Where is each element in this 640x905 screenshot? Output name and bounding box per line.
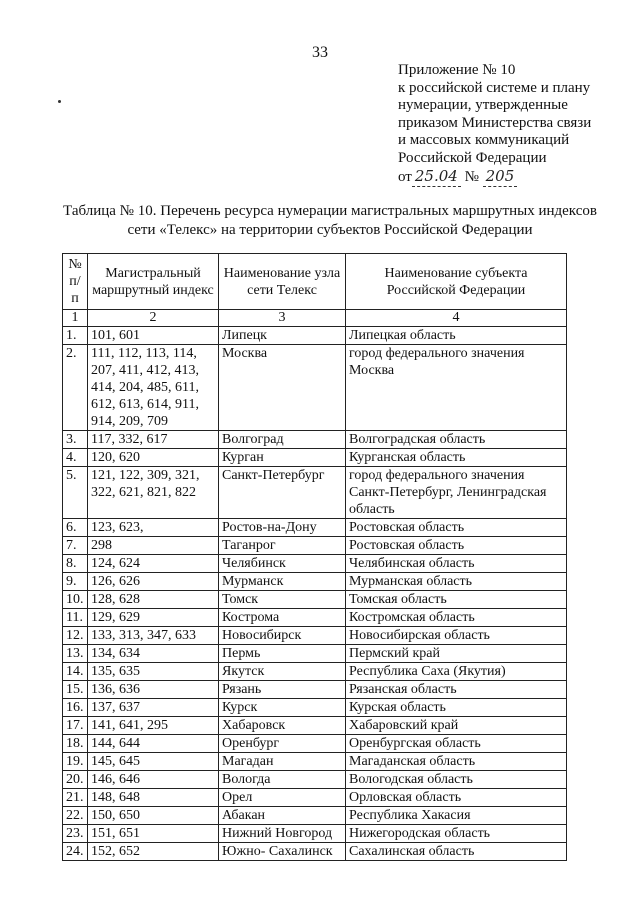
table-row: [63, 627, 567, 645]
route-index-cell: 141, 641, 295: [88, 717, 219, 735]
row-number-cell: 14.: [63, 663, 88, 681]
row-number-cell: 15.: [63, 681, 88, 699]
telex-node-cell: Кострома: [219, 609, 346, 627]
column-number-row: [63, 310, 567, 327]
route-index-cell: 120, 620: [88, 449, 219, 467]
row-number-cell: 18.: [63, 735, 88, 753]
subject-cell: Мурманская область: [346, 573, 567, 591]
margin-dot: [58, 100, 61, 103]
date-value: 25.04: [412, 168, 461, 187]
telex-node-cell: Мурманск: [219, 573, 346, 591]
telex-node-cell: Челябинск: [219, 555, 346, 573]
subject-cell: Костромская область: [346, 609, 567, 627]
route-index-cell: 123, 623,: [88, 519, 219, 537]
route-index-cell: 128, 628: [88, 591, 219, 609]
route-index-cell: 135, 635: [88, 663, 219, 681]
appendix-line: к российской системе и плану: [398, 79, 591, 96]
index-table: [62, 253, 567, 861]
table-row: [63, 467, 567, 519]
row-number-cell: 3.: [63, 431, 88, 449]
column-number: 3: [219, 310, 346, 327]
telex-node-cell: Новосибирск: [219, 627, 346, 645]
telex-node-cell: Якутск: [219, 663, 346, 681]
row-number-cell: 10.: [63, 591, 88, 609]
row-number-cell: 21.: [63, 789, 88, 807]
subject-cell: Вологодская область: [346, 771, 567, 789]
route-index-cell: 148, 648: [88, 789, 219, 807]
header-cell: № п/п: [63, 254, 88, 310]
telex-node-cell: Пермь: [219, 645, 346, 663]
subject-cell: Ростовская область: [346, 537, 567, 555]
subject-cell: Оренбургская область: [346, 735, 567, 753]
route-index-cell: 151, 651: [88, 825, 219, 843]
subject-cell: Орловская область: [346, 789, 567, 807]
telex-node-cell: Вологда: [219, 771, 346, 789]
table-row: [63, 555, 567, 573]
table-row: [63, 431, 567, 449]
row-number-cell: 6.: [63, 519, 88, 537]
table-row: [63, 735, 567, 753]
row-number-cell: 2.: [63, 345, 88, 431]
subject-cell: Челябинская область: [346, 555, 567, 573]
telex-node-cell: Курган: [219, 449, 346, 467]
column-number: 4: [346, 310, 567, 327]
appendix-line: приказом Министерства связи: [398, 114, 592, 131]
route-index-cell: 136, 636: [88, 681, 219, 699]
telex-node-cell: Санкт-Петербург: [219, 467, 346, 519]
row-number-cell: 20.: [63, 771, 88, 789]
table-row: [63, 843, 567, 861]
subject-cell: город федерального значения Санкт-Петербург, Ленинградская область: [346, 467, 567, 519]
date-prefix: от: [398, 169, 412, 185]
telex-node-cell: Нижний Новгород: [219, 825, 346, 843]
row-number-cell: 19.: [63, 753, 88, 771]
route-index-cell: 145, 645: [88, 753, 219, 771]
row-number-cell: 22.: [63, 807, 88, 825]
subject-cell: Нижегородская область: [346, 825, 567, 843]
route-index-cell: 129, 629: [88, 609, 219, 627]
subject-cell: Курганская область: [346, 449, 567, 467]
route-index-cell: 111, 112, 113, 114, 207, 411, 412, 413, 414, 204, 485, 611, 612, 613, 614, 911, 914, 209, 709: [88, 345, 219, 431]
route-index-cell: 144, 644: [88, 735, 219, 753]
row-number-cell: 24.: [63, 843, 88, 861]
route-index-cell: 146, 646: [88, 771, 219, 789]
subject-cell: Курская область: [346, 699, 567, 717]
telex-node-cell: Волгоград: [219, 431, 346, 449]
row-number-cell: 9.: [63, 573, 88, 591]
header-cell: Магистральный маршрутный индекс: [88, 254, 219, 310]
table-title-line: сети «Телекс» на территории субъектов Российской Федерации: [127, 222, 533, 238]
subject-cell: Липецкая область: [346, 327, 567, 345]
telex-node-cell: Ростов-на-Дону: [219, 519, 346, 537]
telex-node-cell: Магадан: [219, 753, 346, 771]
table-row: [63, 663, 567, 681]
route-index-cell: 124, 624: [88, 555, 219, 573]
row-number-cell: 7.: [63, 537, 88, 555]
subject-cell: Волгоградская область: [346, 431, 567, 449]
row-number-cell: 12.: [63, 627, 88, 645]
row-number-cell: 13.: [63, 645, 88, 663]
row-number-cell: 11.: [63, 609, 88, 627]
table-row: [63, 537, 567, 555]
table-row: [63, 753, 567, 771]
table-title-line: Таблица № 10. Перечень ресурса нумерации магистральных маршрутных индексов: [63, 203, 597, 219]
table-row: [63, 681, 567, 699]
table-header-row: [63, 254, 567, 310]
route-index-cell: 121, 122, 309, 321, 322, 621, 821, 822: [88, 467, 219, 519]
table-row: [63, 345, 567, 431]
subject-cell: Ростовская область: [346, 519, 567, 537]
table-row: [63, 327, 567, 345]
appendix-block: [398, 62, 602, 187]
row-number-cell: 17.: [63, 717, 88, 735]
table-title: [40, 202, 620, 240]
telex-node-cell: Орел: [219, 789, 346, 807]
route-index-cell: 133, 313, 347, 633: [88, 627, 219, 645]
telex-node-cell: Томск: [219, 591, 346, 609]
route-index-cell: 137, 637: [88, 699, 219, 717]
table-row: [63, 573, 567, 591]
table-body: [63, 327, 567, 861]
subject-cell: Пермский край: [346, 645, 567, 663]
route-index-cell: 152, 652: [88, 843, 219, 861]
subject-cell: Рязанская область: [346, 681, 567, 699]
row-number-cell: 1.: [63, 327, 88, 345]
row-number-cell: 23.: [63, 825, 88, 843]
subject-cell: город федерального значения Москва: [346, 345, 567, 431]
table-row: [63, 699, 567, 717]
table-row: [63, 771, 567, 789]
appendix-date-line: [398, 168, 602, 187]
table-row: [63, 449, 567, 467]
subject-cell: Хабаровский край: [346, 717, 567, 735]
route-index-cell: 150, 650: [88, 807, 219, 825]
number-prefix: №: [464, 169, 479, 185]
subject-cell: Республика Хакасия: [346, 807, 567, 825]
route-index-cell: 298: [88, 537, 219, 555]
telex-node-cell: Хабаровск: [219, 717, 346, 735]
subject-cell: Сахалинская область: [346, 843, 567, 861]
telex-node-cell: Таганрог: [219, 537, 346, 555]
table-row: [63, 825, 567, 843]
header-cell: Наименование субъекта Российской Федерации: [346, 254, 567, 310]
telex-node-cell: Липецк: [219, 327, 346, 345]
column-number: 2: [88, 310, 219, 327]
row-number-cell: 8.: [63, 555, 88, 573]
subject-cell: Магаданская область: [346, 753, 567, 771]
telex-node-cell: Рязань: [219, 681, 346, 699]
table-row: [63, 807, 567, 825]
column-number: 1: [63, 310, 88, 327]
row-number-cell: 4.: [63, 449, 88, 467]
telex-node-cell: Оренбург: [219, 735, 346, 753]
appendix-line: Приложение № 10: [398, 62, 516, 78]
table-row: [63, 591, 567, 609]
table-row: [63, 519, 567, 537]
appendix-line: Российской Федерации: [398, 149, 547, 166]
table-row: [63, 609, 567, 627]
telex-node-cell: Москва: [219, 345, 346, 431]
subject-cell: Томская область: [346, 591, 567, 609]
telex-node-cell: Абакан: [219, 807, 346, 825]
header-cell: Наименование узла сети Телекс: [219, 254, 346, 310]
table-row: [63, 717, 567, 735]
row-number-cell: 16.: [63, 699, 88, 717]
table-row: [63, 789, 567, 807]
appendix-line: и массовых коммуникаций: [398, 132, 570, 148]
route-index-cell: 101, 601: [88, 327, 219, 345]
route-index-cell: 126, 626: [88, 573, 219, 591]
table-row: [63, 645, 567, 663]
subject-cell: Новосибирская область: [346, 627, 567, 645]
telex-node-cell: Курск: [219, 699, 346, 717]
telex-node-cell: Южно- Сахалинск: [219, 843, 346, 861]
subject-cell: Республика Саха (Якутия): [346, 663, 567, 681]
route-index-cell: 134, 634: [88, 645, 219, 663]
number-value: 205: [483, 168, 518, 187]
row-number-cell: 5.: [63, 467, 88, 519]
page-number: 33: [312, 44, 328, 61]
appendix-line: нумерации, утвержденные: [398, 97, 568, 113]
route-index-cell: 117, 332, 617: [88, 431, 219, 449]
